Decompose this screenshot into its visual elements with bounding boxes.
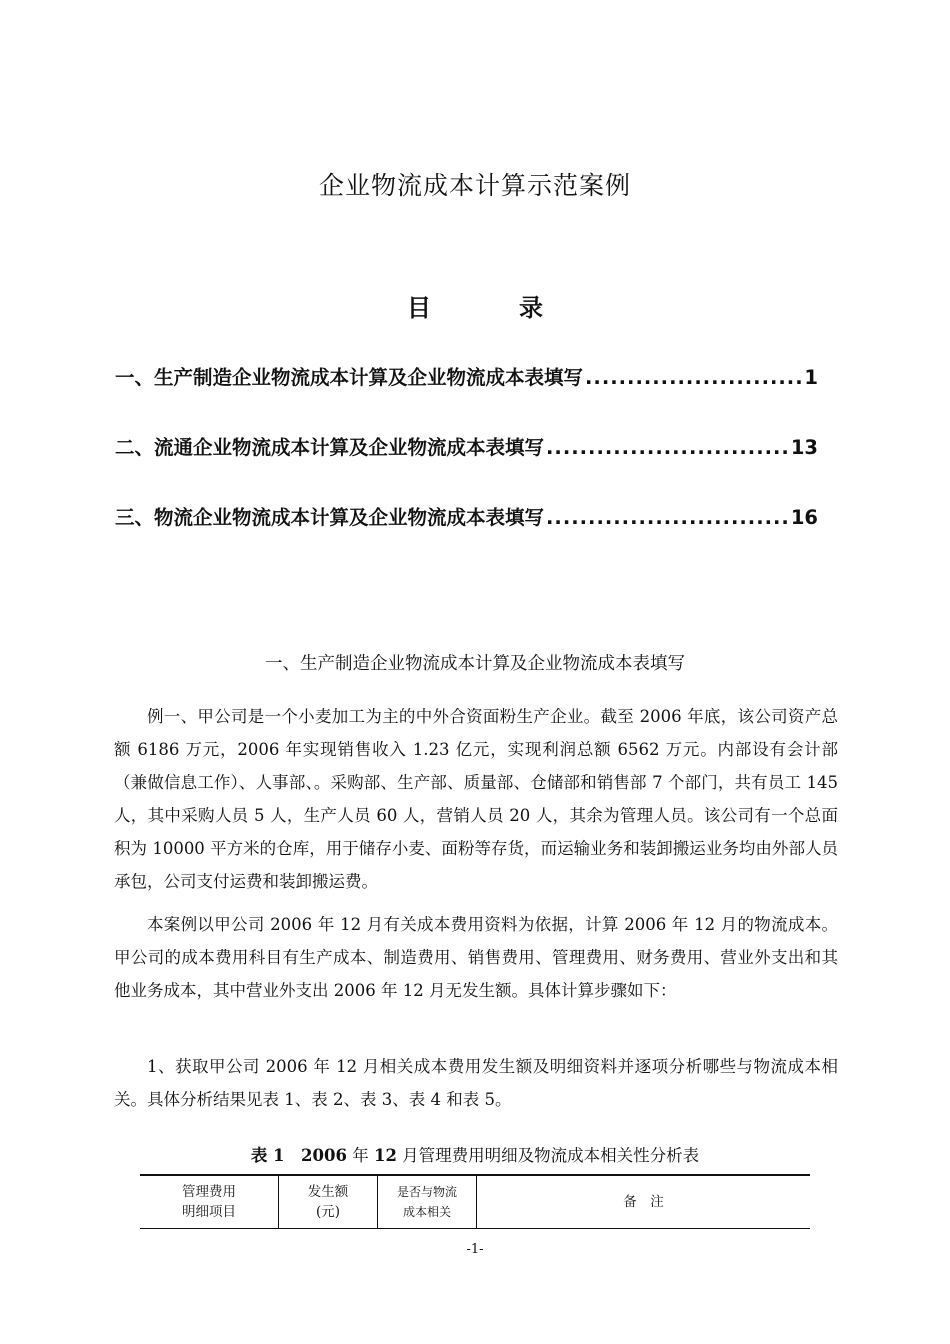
toc-entry[interactable] (115, 502, 818, 530)
toc-entry-page: 13 (790, 436, 818, 459)
toc-entry-label: 二、流通企业物流成本计算及企业物流成本表填写 (115, 436, 545, 459)
toc-entry-label: 一、生产制造企业物流成本计算及企业物流成本表填写 (115, 366, 584, 389)
table-caption-suffix: 月管理费用明细及物流成本相关性分析表 (396, 1146, 700, 1165)
body-paragraph: 1、获取甲公司 2006 年 12 月相关成本费用发生额及明细资料并逐项分析哪些与物流成本相关。具体分析结果见表 1、表 2、表 3、表 4 和表 5。 (114, 1057, 838, 1109)
table-caption-prefix: 表 1 2006 (250, 1146, 347, 1165)
management-expense-table (140, 1174, 810, 1229)
col-header-line: 明细项目 (182, 1204, 236, 1220)
col-header-line: 发生额 (307, 1184, 349, 1200)
col-header-notes (477, 1175, 811, 1229)
body-paragraph: 例一、甲公司是一个小麦加工为主的中外合资面粉生产企业。截至 2006 年底，该公司资产总额 6186 万元，2006 年实现销售收入 1.23 亿元，实现利润总额 6562 万元。内部设有会计部（兼做信息工作）、人事部、。采购部、生产部、质量部、仓储部和销售部 7 个部门，共有员工 145 人，其中采购人员 5 人，生产人员 60 人，营销人员 20 人，其余为管理人员。该公司有一个总面积为 10000 平方米的仓库，用于储存小麦、面粉等存货，而运输业务和装卸搬运业务均由外部人员承包，公司支付运费和装卸搬运费。 (114, 707, 838, 891)
toc-heading-left: 目 (407, 294, 431, 322)
col-header-line: 是否与物流 (396, 1185, 457, 1199)
table-header-row (140, 1175, 810, 1229)
toc-leader-dots (546, 436, 789, 459)
section-title: 一、生产制造企业物流成本计算及企业物流成本表填写 (265, 654, 685, 674)
page-number: -1- (466, 1242, 484, 1257)
toc-heading (0, 288, 950, 323)
toc-leader-dots (585, 366, 802, 389)
toc-entry-page: 1 (804, 366, 818, 389)
toc-leader-dots (546, 506, 789, 529)
table-caption-mid: 年 (346, 1146, 374, 1165)
document-title: 企业物流成本计算示范案例 (318, 171, 631, 200)
table-caption-month: 12 (373, 1146, 397, 1165)
toc-entry[interactable] (115, 432, 818, 460)
col-header-line: 管理费用 (182, 1184, 236, 1200)
toc-entry-label: 三、物流企业物流成本计算及企业物流成本表填写 (115, 506, 545, 529)
col-header-item (140, 1175, 279, 1229)
body-paragraph: 本案例以甲公司 2006 年 12 月有关成本费用资料为依据，计算 2006 年 12 月的物流成本。甲公司的成本费用科目有生产成本、制造费用、销售费用、管理费用、财务费用、营业外支出和其他业务成本，其中营业外支出 2006 年 12 月无发生额。具体计算步骤如下： (114, 915, 838, 1000)
table-caption (0, 1142, 950, 1166)
toc-entry-page: 16 (790, 506, 818, 529)
col-header-relevance (378, 1175, 477, 1229)
toc-entry[interactable] (115, 362, 818, 390)
col-header-line: 备 注 (623, 1194, 664, 1210)
col-header-amount (279, 1175, 378, 1229)
col-header-line: (元) (315, 1204, 341, 1220)
col-header-line: 成本相关 (402, 1205, 451, 1219)
toc-heading-right: 录 (519, 294, 543, 322)
